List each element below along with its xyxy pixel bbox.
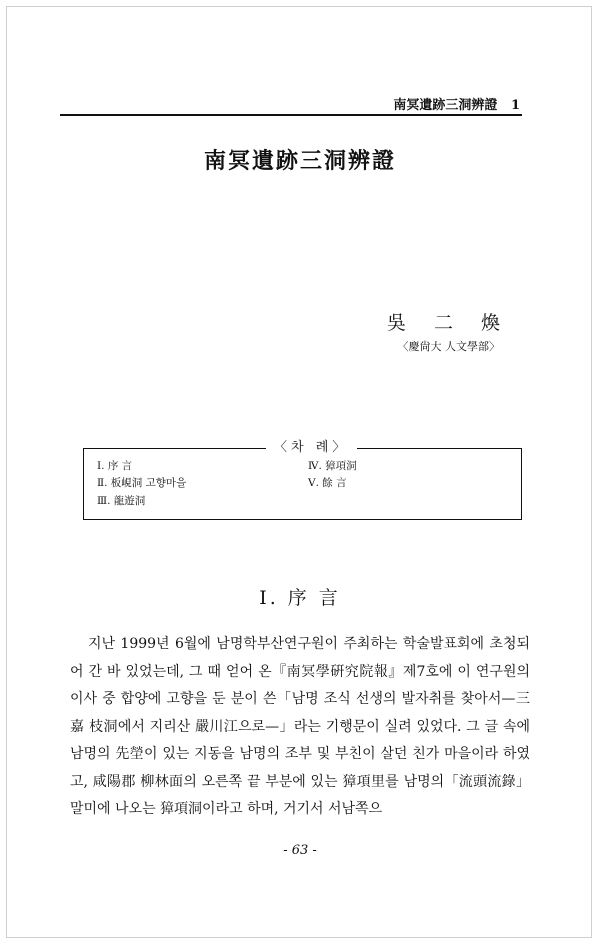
author-name: 吳 二 煥 [386, 312, 500, 334]
toc-item-1: Ⅰ. 序 言 [97, 460, 133, 472]
toc-item-4: Ⅳ. 獐項洞 [308, 460, 357, 472]
body-paragraph: 지난 1999년 6월에 남명학부산연구원이 주최하는 학술발표회에 초청되어 간 바 있었는데, 그 때 얻어 온『南冥學硏究院報』제7호에 이 연구원의 이사 중 합양에 고향을 둔 분이 쓴「남명 조식 선생의 발자취를 찾아서—三嘉 枝洞에서 지리산 嚴川江으로—」라는 기행문이 실려 있었다. 그 글 속에 남명의 先塋이 있는 지동을 남명의 조부 및 부친이 살던 친가 마을이라 하였고, 咸陽郡 柳林面의 오른쪽 끝 부분에 있는 獐項里를 남명의「流頭流錄」말미에 나오는 獐項洞이라고 하며, 거기서 서남쪽으 [70, 636, 530, 817]
running-header [60, 94, 520, 113]
article-title: 南冥遺跡三洞辨證 [203, 148, 396, 174]
header-rule [60, 114, 522, 116]
toc-item-3: Ⅲ. 龍遊洞 [97, 495, 146, 507]
toc-item-5: Ⅴ. 餘 言 [308, 477, 347, 489]
toc-label: 〈차 례〉 [266, 440, 357, 456]
running-title: 南冥遺跡三洞辨證 [393, 98, 498, 113]
section-heading: Ⅰ. 序 言 [259, 587, 341, 609]
author-affiliation: 〈慶尙大 人文學部〉 [397, 340, 500, 353]
header-page-number: 1 [510, 98, 520, 113]
page-folio: - 63 - [283, 843, 317, 858]
toc-item-2: Ⅱ. 板峴洞 고향마을 [97, 477, 187, 489]
